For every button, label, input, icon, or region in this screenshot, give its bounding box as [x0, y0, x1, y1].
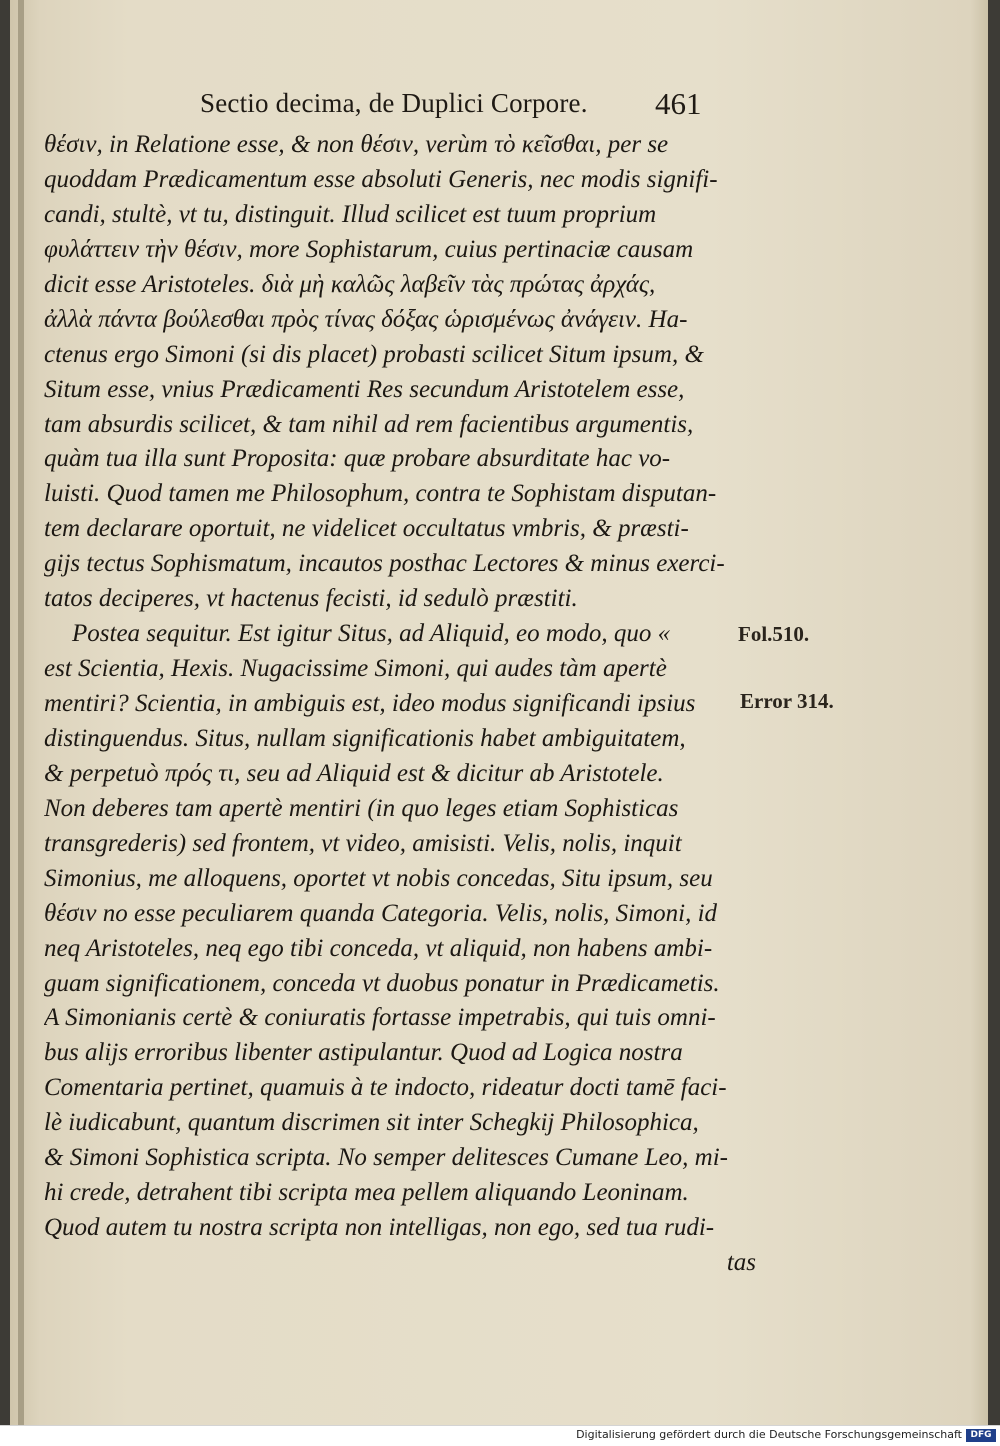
text-line: & Simoni Sophistica scripta. No semper delitesces Cumane Leo, mi- [44, 1144, 728, 1172]
dfg-logo-icon: DFG [966, 1429, 996, 1442]
footer-bar [0, 1425, 1000, 1446]
text-line: bus alijs erroribus libenter astipulantur. Quod ad Logica nostra [44, 1039, 683, 1067]
text-line: θέσιν no esse peculiarem quanda Categoria. Velis, nolis, Simoni, id [44, 899, 718, 927]
text-line: candi, stultè, vt tu, distinguit. Illud scilicet est tuum proprium [44, 200, 657, 228]
text-line: mentiri? Scientia, in ambiguis est, ideo modus significandi ipsius [44, 690, 696, 717]
text-line: & perpetuò πρός τι, seu ad Aliquid est & dicitur ab Aristotele. [44, 759, 664, 787]
text-line: lè iudicabunt, quantum discrimen sit inter Schegkij Philosophica, [44, 1109, 699, 1137]
text-line: tam absurdis scilicet, & tam nihil ad rem facientibus argumentis, [44, 410, 694, 438]
text-line: tem declarare oportuit, ne videlicet occultatus vmbris, & præsti- [44, 515, 689, 543]
footer-credit: Digitalisierung gefördert durch die Deutsche Forschungsgemeinschaft [576, 1428, 962, 1441]
text-line: Quod autem tu nostra scripta non intelligas, non ego, sed tua rudi- [44, 1214, 715, 1242]
text-line: Situm esse, vnius Prædicamenti Res secundum Aristotelem esse, [44, 375, 685, 403]
text-line: Postea sequitur. Est igitur Situs, ad Aliquid, eo modo, quo « [72, 620, 671, 648]
text-line: θέσιν, in Relatione esse, & non θέσιν, verùm τὸ κεῖσθαι, per se [44, 131, 669, 158]
text-line: dicit esse Aristoteles. διὰ μὴ καλῶς λαβεῖν τὰς πρώτας ἀρχάς, [44, 270, 656, 298]
running-head: Sectio decima, de Duplici Corpore. [200, 88, 588, 118]
margin-note-error: Error 314. [740, 689, 834, 713]
text-line: φυλάττειν τὴν θέσιν, more Sophistarum, cuius pertinaciæ causam [44, 235, 694, 263]
text-line: tatos deciperes, vt hactenus fecisti, id sedulò præstiti. [44, 585, 578, 613]
body-text [44, 128, 764, 1281]
text-line: neq Aristoteles, neq ego tibi conceda, vt aliquid, non habens ambi- [44, 934, 713, 962]
text-line: distinguendus. Situs, nullam significationis habet ambiguitatem, [44, 724, 686, 752]
text-line: ctenus ergo Simoni (si dis placet) probasti scilicet Situm ipsum, & [44, 340, 704, 368]
text-line: Simonius, me alloquens, oportet vt nobis concedas, Situ ipsum, seu [44, 864, 713, 892]
page-gutter-edge [18, 0, 24, 1425]
text-line: quoddam Prædicamentum esse absoluti Generis, nec modis signifi- [44, 165, 718, 193]
text-line: gijs tectus Sophismatum, incautos posthac Lectores & minus exerci- [44, 550, 725, 578]
text-line: hi crede, detrahent tibi scripta mea pellem aliquando Leoninam. [44, 1179, 689, 1207]
text-line: luisti. Quod tamen me Philosophum, contra te Sophistam disputan- [44, 480, 717, 508]
text-line: Non deberes tam apertè mentiri (in quo leges etiam Sophisticas [44, 794, 679, 822]
text-line: A Simonianis certè & coniuratis fortasse impetrabis, qui tuis omni- [44, 1004, 716, 1032]
text-line: Comentaria pertinet, quamuis à te indocto, rideatur docti tamē faci- [44, 1074, 727, 1102]
catchword: tas [726, 1249, 756, 1276]
text-line: est Scientia, Hexis. Nugacissime Simoni, qui audes tàm apertè [44, 655, 667, 683]
text-line: ἀλλὰ πάντα βούλεσθαι πρὸς τίνας δόξας ὡρισμένως ἀνάγειν. Ha- [44, 305, 688, 333]
text-line: transgrederis) sed frontem, vt video, amisisti. Velis, nolis, inquit [44, 829, 682, 857]
margin-note-folio: Fol.510. [738, 622, 810, 646]
text-line: guam significationem, conceda vt duobus ponatur in Prædicametis. [44, 969, 720, 997]
page-number: 461 [655, 86, 702, 121]
text-line: quàm tua illa sunt Proposita: quæ probare absurditate hac vo- [44, 445, 671, 473]
